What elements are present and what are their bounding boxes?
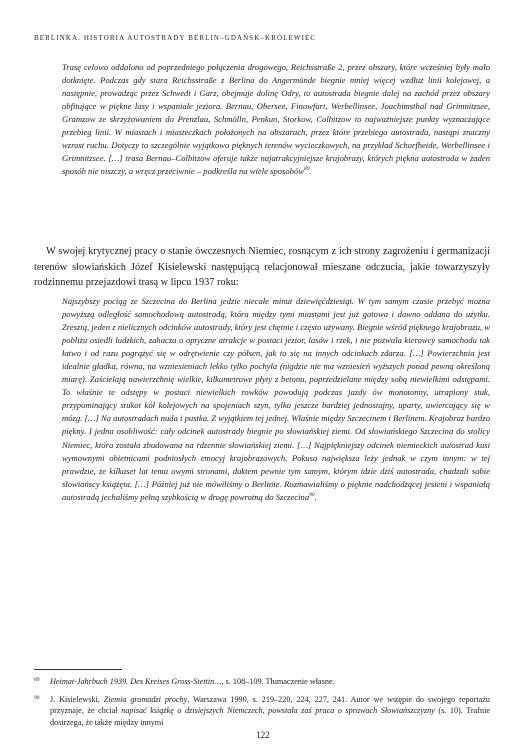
footnote-continuation: (s. 10). Trafnie dostrzega, że także między innymi (50, 706, 490, 727)
body-paragraph (34, 244, 490, 291)
footnote-90 (34, 694, 490, 729)
footnote-number: 90 (34, 694, 40, 701)
block-quote-1: Trasę celowo oddalono od poprzedniego połączenia drogowego, Reichsstraße 2, przez obszary, które wcześniej były mało dotknięte. Podczas gdy stara Reichsstraße z Berlina do Angermünde biegnie mniej więcej wzdłuż linii kolejowej, a następnie, prowadząc przez Schwedt i Garz, obejmuje dolinę Odry, to autostrada biegnie dalej na zachód przez obszary obfitujące w piękne lasy i wspaniałe jeziora. Bernau, Obersee, Finowfurt, Werbellinsee, Joachimsthal nad Grimnitzsee, Gramzow ze skrzyżowaniem do Prenzlau, Schmölln, Penkun, Storkow, Colbitzow to najważniejsze punkty wyznaczające przebieg linii. W miastach i miasteczkach położonych na obszarach, przez które przebiega autostrada, nastąpi znaczny wzrost ruchu. Dotyczy to szczególnie wyjątkowo pięknych terenów wycieczkowych, na przykład Schorfheide, Werbellinsee i Grimnitzsee. […] trasa Bernau–Colbitzow oferuje także najatrakcyjniejsze krajobrazy, których piękna autostrada w żaden sposób nie niszczy, a wręcz przeciwnie – podkreśla na wiele sposobów$^{89}$. (62, 62, 490, 177)
footnote-divider (34, 669, 122, 670)
footnote-source-title: Ziemia gromadzi prochy (103, 694, 188, 704)
running-head: BERLINKA. HISTORIA AUTOSTRADY BERLIN–GDAŃSK–KRÓLEWIEC (34, 34, 317, 42)
body-paragraph-text: W swojej krytycznej pracy o stanie ówczesnych Niemiec, rosnącym z ich strony zagrożeniu i germanizacji terenów słowiańskich Józef Kisielewski następującą relacjonował mieszane odczucia, jakie towarzyszyły rodzinnemu przejazdowi trasą w lipcu 1937 roku: (34, 246, 490, 288)
quote-2-text: Najszybszy pociąg ze Szczecina do Berlina jedzie niecałe minut dziewięćdziesiąt. W tym samym czasie przebyć można powyższą odległość samochodową autostradą, która między tymi miastami jest już gotowa i dawno oddana do użytku. Zresztą, jeden z nielicznych odcinków autostrady, który jest chętnie i często używany. Biegnie wśród pięknego krajobrazu, w pobliżu osiedli ludzkich, zahacza o optyczne atrakcje w postaci jezior, lasów i rzek, i nie pozwala kierowcy samochodu tak łatwo i od razu pogrążyć się w odrętwienie czy półsen, jak to się na innych odcinkach zdarza. […] Powierzchnia jest idealnie gładka, równa, na wzniesieniach lekko tylko pochyła (nigdzie nie ma wzniesień wyższych ponad pewną określoną miarę). Zaścielają nawierzchnię wielkie, kilkumetrowe płyty z betonu, poprzedzielane między sobą niewielkimi odstępami. To właśnie te odstępy w postaci niewielkich rowków powodują podczas jazdy ów monotonny, utrapiony stuk, przypominający stukot kół kolejowych na spojeniach szyn, tylko jeszcze bardziej jednostajny, uparty, uwiercający się w mózg. […] Na autostradach nuda i pustka. Z wyjątkiem tej jednej. Właśnie między Szczecinem i Berlinem. Krajobraz bardzo piękny. I jedna osobliwość: cały odcinek autostrady biegnie po słowiańskiej ziemi. Od słowiańskiego Szczecina do stolicy Niemiec, która została zbudowana na rdzennie słowiańskiej ziemi. […] Najpiękniejszy odcinek niemieckich autostrad kusi wymownymi obietnicami podniosłych emocyj krajobrazowych. Pokusa największa leży jednak w czym innym: w tej prawdzie, że kilkaset lat temu owymi stronami, duktem pewnie tym samym, którym idzie dziś autostrada, chadzali sobie słowiańscy książęta. […] Później już nie mówiliśmy o Berlinie. Rozmawialiśmy o pięknie nadchodzącej jesieni i wspaniałą autostradą jechaliśmy pełną szybkością w drogę powrotną do Szczecina (62, 296, 490, 502)
footnote-italic-quote: napisać książkę o dzisiejszych Niemczech, powstała zaś praca o sprawach Słowiańszczyzny (121, 706, 435, 716)
footnote-source-title: Heimat-Jahrbuch 1939. Des Kreises Gross-Stettin… (50, 677, 222, 686)
footnote-author: J. Kisielewski, (50, 694, 104, 704)
quote-1-text: Trasę celowo oddalono od poprzedniego połączenia drogowego, Reichsstraße 2, przez obszary, które wcześniej były mało dotknięte. Podczas gdy stara Reichsstraße z Berlina do Angermünde biegnie mniej więcej wzdłuż linii kolejowej, a następnie, prowadząc przez Schwedt i Garz, obejmuje dolinę Odry, to autostrada biegnie dalej na zachód przez obszary obfitujące w piękne lasy i wspaniałe jeziora. Bernau, Obersee, Finowfurt, Werbellinsee, Joachimsthal nad Grimnitzsee, Gramzow ze skrzyżowaniem do Prenzlau, Schmölln, Penkun, Storkow, Colbitzow to najważniejsze punkty wyznaczające przebieg linii. W miastach i miasteczkach położonych na obszarach, przez które przebiega autostrada, nastąpi znaczny wzrost ruchu. Dotyczy to szczególnie wyjątkowo pięknych terenów wycieczkowych, na przykład Schorfheide, Werbellinsee i Grimnitzsee. […] trasa Bernau–Colbitzow oferuje także najatrakcyjniejsze krajobrazy, których piękna autostrada w żaden sposób nie niszczy, a wręcz przeciwnie – podkreśla na wiele sposobów (62, 62, 490, 177)
footnote-89 (34, 676, 490, 688)
footnote-ref-90[interactable]: 90 (309, 491, 315, 498)
footnotes (34, 676, 490, 734)
footnote-number: 89 (34, 677, 40, 683)
footnote-text (50, 676, 490, 688)
footnote-ref-89[interactable]: 89 (303, 166, 310, 173)
page-number: 122 (256, 730, 270, 740)
footnote-citation: , s. 108–109. Tłumaczenie własne. (221, 677, 335, 686)
footnote-citation: , Warszawa 1990, s. 219–220, 224, 227, 241. Autor we wstępie do swojego reportażu przyznaje, że chciał (50, 694, 490, 716)
footnote-text (50, 694, 490, 729)
block-quote-2: Najszybszy pociąg ze Szczecina do Berlina jedzie niecałe minut dziewięćdziesiąt. W tym samym czasie przebyć można powyższą odległość samochodową autostradą, która między tymi miastami jest już gotowa i dawno oddana do użytku. Zresztą, jeden z nielicznych odcinków autostrady, który jest chętnie i często używany. Biegnie wśród pięknego krajobrazu, w pobliżu osiedli ludzkich, zahacza o optyczne atrakcje w postaci jezior, lasów i rzek, i nie pozwala kierowcy samochodu tak łatwo i od razu pogrążyć się w odrętwienie czy półsen, jak to się na innych odcinkach zdarza. […] Powierzchnia jest idealnie gładka, równa, na wzniesieniach lekko tylko pochyła (nigdzie nie ma wzniesień wyższych ponad pewną określoną miarę). Zaścielają nawierzchnię wielkie, kilkumetrowe płyty z betonu, poprzedzielane między sobą niewielkimi odstępami. To właśnie te odstępy w postaci niewielkich rowków powodują podczas jazdy ów monotonny, utrapiony stuk, przypominający stukot kół kolejowych na spojeniach szyn, tylko jeszcze bardziej jednostajny, uparty, uwiercający się w mózg. […] Na autostradach nuda i pustka. Z wyjątkiem tej jednej. Właśnie między Szczecinem i Berlinem. Krajobraz bardzo piękny. I jedna osobliwość: cały odcinek autostrady biegnie po słowiańskiej ziemi. Od słowiańskiego Szczecina do stolicy Niemiec, która została zbudowana na rdzennie słowiańskiej ziemi. […] Najpiękniejszy odcinek niemieckich autostrad kusi wymownymi obietnicami podniosłych emocyj krajobrazowych. Pokusa największa leży jednak w czym innym: w tej prawdzie, że kilkaset lat temu owymi stronami, duktem pewnie tym samym, którym idzie dziś autostrada, chadzali sobie słowiańscy książęta. […] Później już nie mówiliśmy o Berlinie. Rozmawialiśmy o pięknie nadchodzącej jesieni i wspaniałą autostradą jechaliśmy pełną szybkością w drogę powrotną do Szczecina$^{90}$. (62, 296, 490, 502)
